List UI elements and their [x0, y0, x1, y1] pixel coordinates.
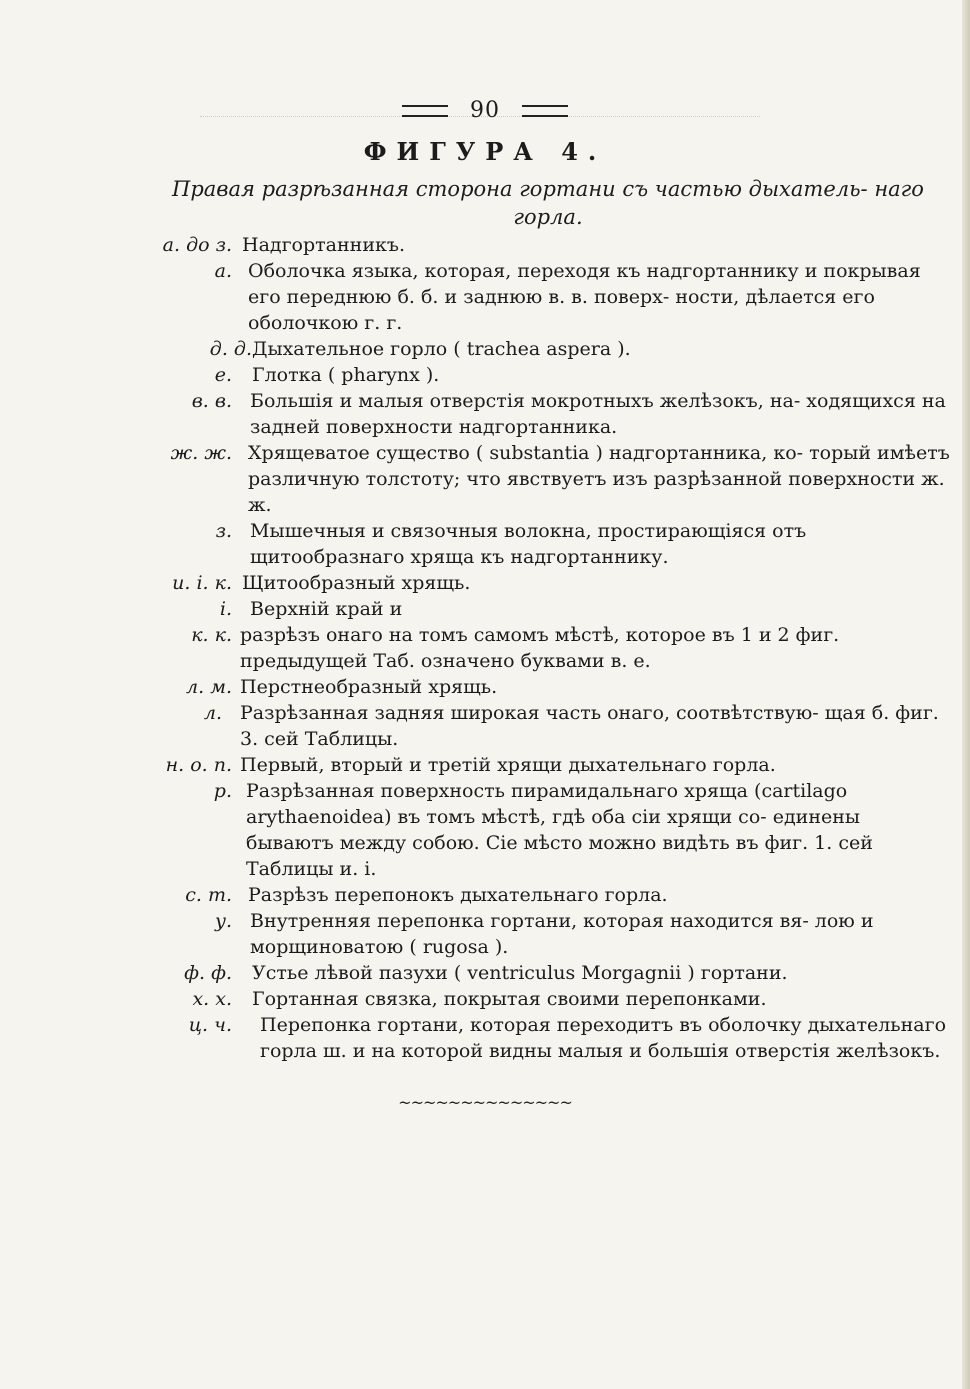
- entry-row: [120, 960, 950, 986]
- entry-row: [120, 986, 950, 1012]
- entry-mark: а. до з.: [162, 234, 232, 256]
- entry-row: [120, 752, 950, 778]
- entry-mark: ц. ч.: [188, 1014, 232, 1036]
- entry-text: Внутренняя перепонка гортани, которая находится вя- лою и морщиноватою ( rugosa ).: [250, 910, 874, 958]
- entry-text: Надгортанникъ.: [242, 234, 405, 256]
- entry-row: [120, 700, 950, 752]
- entry-text: Оболочка языка, которая, переходя къ надгортаннику и покрывая его переднюю б. б. и заднюю в. в. поверх- ности, дѣлается его оболочкою г. г.: [248, 260, 921, 334]
- entry-mark: і.: [219, 598, 232, 620]
- entry-text: Мышечныя и связочныя волокна, простирающіяся отъ щитообразнаго хряща къ надгортаннику.: [250, 520, 807, 568]
- entry-text: Глотка ( pharynx ).: [252, 364, 440, 386]
- entry-text: Хрящеватое существо ( substantia ) надгортанника, ко- торый имѣетъ различную толстоту; что явствуетъ изъ разрѣзанной поверхности ж. ж.: [248, 442, 950, 516]
- entry-mark: к. к.: [191, 624, 232, 646]
- entry-row: [120, 1012, 950, 1064]
- entry-row: [120, 518, 950, 570]
- entry-mark: л.: [203, 702, 222, 724]
- entry-mark: н. о. п.: [165, 754, 232, 776]
- entry-mark: ж. ж.: [170, 442, 232, 464]
- figure-title: ФИГУРА 4.: [363, 137, 607, 166]
- entries-list: [120, 232, 950, 1064]
- entry-mark: р.: [213, 780, 232, 802]
- entry-row: [120, 882, 950, 908]
- entry-mark: д. д.: [209, 338, 252, 360]
- entry-mark: е.: [214, 364, 232, 386]
- entry-text: Устье лѣвой пазухи ( ventriculus Morgagnii ) гортани.: [252, 962, 788, 984]
- entry-row: [120, 570, 950, 596]
- entry-row: [120, 336, 950, 362]
- entry-text: Разрѣзъ перепонокъ дыхательнаго горла.: [248, 884, 668, 906]
- entry-row: [120, 908, 950, 960]
- entry-row: [120, 622, 950, 674]
- entry-mark: ф. ф.: [184, 962, 232, 984]
- entry-text: Разрѣзанная задняя широкая часть онаго, соотвѣтствую- щая б. фиг. 3. сей Таблицы.: [240, 702, 939, 750]
- entry-text: Первый, вторый и третій хрящи дыхательнаго горла.: [240, 754, 776, 776]
- entry-mark: х. х.: [192, 988, 232, 1010]
- entry-text: Дыхательное горло ( trachea aspera ).: [252, 338, 631, 360]
- entry-row: [120, 440, 950, 518]
- entry-mark: с. т.: [185, 884, 232, 906]
- end-ornament: ~~~~~~~~~~~~~~: [398, 1093, 572, 1112]
- entry-row: [120, 362, 950, 388]
- entry-row: [120, 596, 950, 622]
- entry-row: [120, 232, 950, 258]
- entry-text: Верхній край и: [250, 598, 403, 620]
- entry-text: Щитообразный хрящь.: [242, 572, 471, 594]
- entry-text: Большія и малыя отверстія мокротныхъ желѣзокъ, на- ходящихся на задней поверхности надгортанника.: [250, 390, 946, 438]
- page-number: 90: [470, 98, 500, 123]
- header-rule-right: [522, 105, 568, 117]
- entry-text: Перстнеобразный хрящь.: [240, 676, 498, 698]
- entry-mark: у.: [214, 910, 232, 932]
- figure-caption: Правая разрѣзанная сторона гортани съ частью дыхатель- наго горла.: [172, 177, 924, 229]
- header-rule-left: [402, 105, 448, 117]
- page-header: [0, 98, 970, 123]
- entry-mark: и. і. к.: [172, 572, 232, 594]
- entry-mark: в. в.: [191, 390, 232, 412]
- entry-text: Разрѣзанная поверхность пирамидальнаго хряща (cartilago arythaenoidea) въ томъ мѣстѣ, гдѣ оба сіи хрящи со- единены бываютъ между собою. Сіе мѣсто можно видѣть въ фиг. 1. сей Таблицы и. і.: [246, 780, 873, 880]
- entry-text: Перепонка гортани, которая переходитъ въ оболочку дыхательнаго горла ш. и на которой видны малыя и большія отверстія желѣзокъ.: [260, 1014, 947, 1062]
- entry-mark: а.: [214, 260, 232, 282]
- entry-mark: л. м.: [186, 676, 232, 698]
- entry-text: разрѣзъ онаго на томъ самомъ мѣстѣ, которое въ 1 и 2 фиг. предыдущей Таб. означено буквами в. е.: [240, 624, 840, 672]
- entry-row: [120, 674, 950, 700]
- entry-row: [120, 778, 950, 882]
- entry-mark: з.: [215, 520, 232, 542]
- entry-row: [120, 258, 950, 336]
- entry-text: Гортанная связка, покрытая своими перепонками.: [252, 988, 767, 1010]
- entry-row: [120, 388, 950, 440]
- page-edge: [962, 0, 970, 1389]
